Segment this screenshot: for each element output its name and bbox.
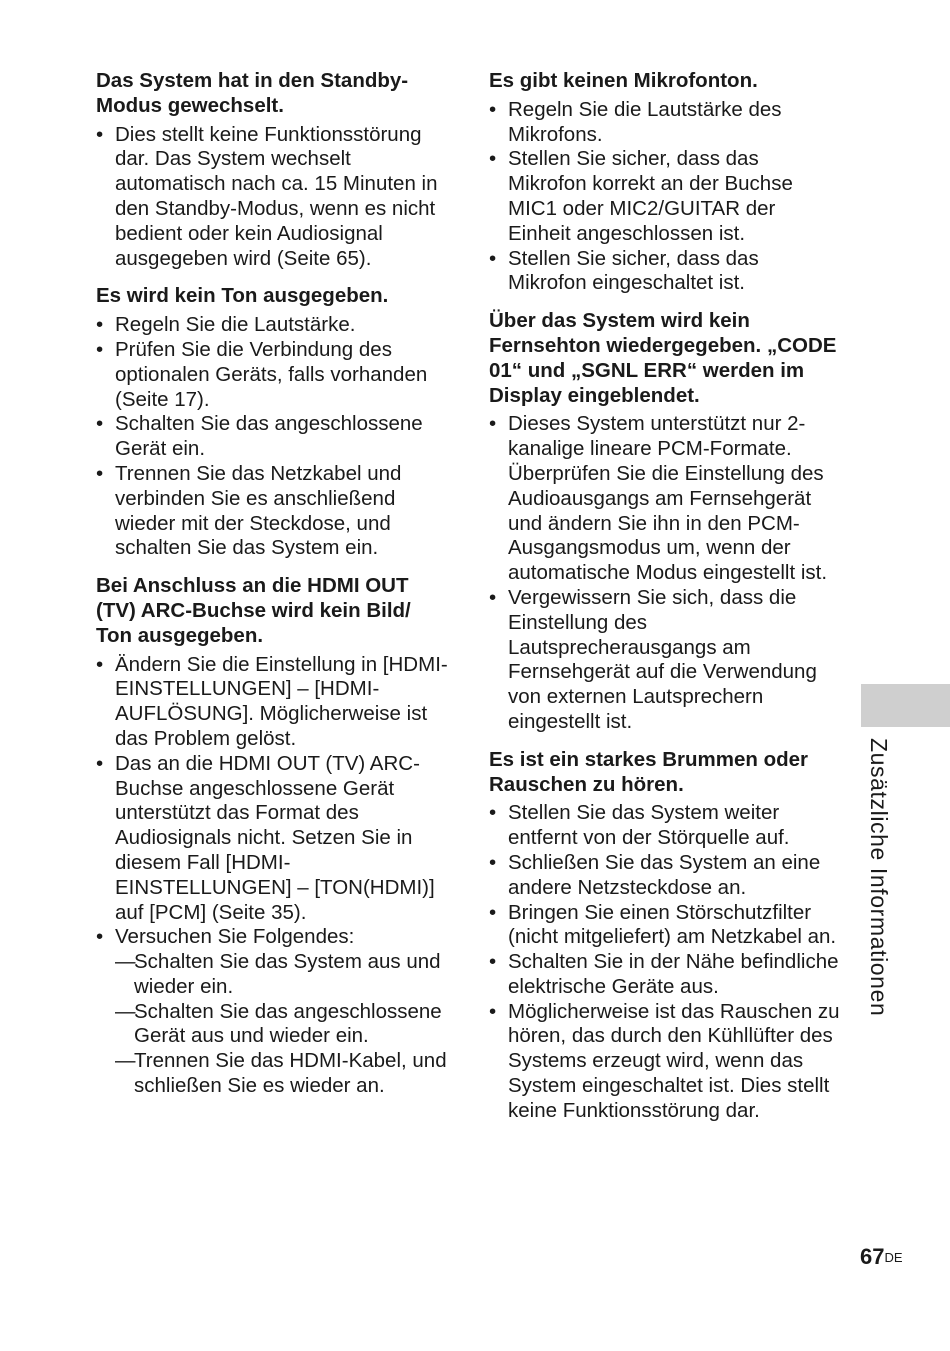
bullet-list xyxy=(96,653,448,1099)
list-item: • Schalten Sie das angeschlossene Gerät ein. xyxy=(96,412,448,462)
section-standby xyxy=(96,69,448,271)
section-no-mic xyxy=(489,69,841,296)
section-heading: Bei Anschluss an die HDMI OUT (TV) ARC-Buchse wird kein Bild/ Ton ausgegeben. xyxy=(96,574,411,647)
section-no-tv-sound xyxy=(489,309,841,735)
list-item: • Trennen Sie das Netzkabel und verbinden Sie es anschließend wieder mit der Steckdose, und schalten Sie das System ein. xyxy=(96,462,448,561)
list-item: • Schalten Sie in der Nähe befindliche elektrische Geräte aus. xyxy=(489,950,841,1000)
section-hum-noise xyxy=(489,748,841,1124)
list-item: • Stellen Sie sicher, dass das Mikrofon korrekt an der Buchse MIC1 oder MIC2/GUITAR der Einheit angeschlossen ist. xyxy=(489,147,841,246)
page-language-suffix: DE xyxy=(884,1250,903,1265)
sub-list-item: — Schalten Sie das System aus und wieder ein. xyxy=(115,950,448,1000)
bullet-list xyxy=(489,98,841,296)
list-item: • Ändern Sie die Einstellung in [HDMI-EINSTELLUNGEN] – [HDMI-AUFLÖSUNG]. Möglicherweise ist das Problem gelöst. xyxy=(96,653,448,752)
sub-list-item: — Schalten Sie das angeschlossene Gerät aus und wieder ein. xyxy=(115,1000,448,1050)
section-no-sound xyxy=(96,284,448,561)
list-item: • Regeln Sie die Lautstärke. xyxy=(96,313,448,338)
list-item: • Regeln Sie die Lautstärke des Mikrofons. xyxy=(489,98,841,148)
list-item: • Bringen Sie einen Störschutzfilter (nicht mitgeliefert) am Netzkabel an. xyxy=(489,901,841,951)
section-hdmi-arc xyxy=(96,574,448,1099)
section-heading: Es wird kein Ton ausgegeben. xyxy=(96,284,389,308)
list-item: • Schließen Sie das System an eine andere Netzsteckdose an. xyxy=(489,851,841,901)
chapter-tab xyxy=(861,684,950,727)
right-column xyxy=(489,69,841,1137)
sub-list-item: — Trennen Sie das HDMI-Kabel, und schließen Sie es wieder an. xyxy=(115,1049,448,1099)
section-heading: Es gibt keinen Mikrofonton. xyxy=(489,69,758,92)
page-number xyxy=(860,1243,903,1271)
section-heading: Über das System wird kein Fernsehton wiedergegeben. „CODE 01“ und „SGNL ERR“ werden im Display eingeblendet. xyxy=(489,309,837,407)
list-item: • Stellen Sie sicher, dass das Mikrofon eingeschaltet ist. xyxy=(489,247,841,297)
list-item: • Prüfen Sie die Verbindung des optionalen Geräts, falls vorhanden (Seite 17). xyxy=(96,338,448,412)
dash-list xyxy=(115,950,448,1099)
list-item: • Möglicherweise ist das Rauschen zu hören, das durch den Kühllüfter des Systems erzeugt wird, wenn das System eingeschaltet ist. Dies stellt keine Funktionsstörung dar. xyxy=(489,1000,841,1124)
list-item-text: Versuchen Sie Folgendes: xyxy=(115,925,355,949)
left-column xyxy=(96,69,448,1112)
bullet-list xyxy=(489,412,841,734)
list-item xyxy=(96,925,448,1099)
bullet-list xyxy=(96,123,448,272)
list-item: • Vergewissern Sie sich, dass die Einstellung des Lautsprecherausgangs am Fernsehgerät auf die Verwendung von externen Lautsprechern eingestellt ist. xyxy=(489,586,841,735)
section-heading: Es ist ein starkes Brummen oder Rauschen zu hören. xyxy=(489,747,809,796)
list-item: • Dies stellt keine Funktionsstörung dar. Das System wechselt automatisch nach ca. 15 Minuten in den Standby-Modus, wenn es nicht bedient oder kein Audiosignal ausgegeben wird (Seite 65). xyxy=(96,123,448,272)
bullet-list xyxy=(96,313,448,561)
page-number-value: 67 xyxy=(860,1244,885,1269)
list-item: • Dieses System unterstützt nur 2-kanalige lineare PCM-Formate. Überprüfen Sie die Einstellung des Audioausgangs am Fernsehgerät und ändern Sie ihn in den PCM-Ausgangsmodus um, wenn der automatische Modus eingestellt ist. xyxy=(489,412,841,586)
bullet-list xyxy=(489,801,841,1123)
list-item: • Das an die HDMI OUT (TV) ARC-Buchse angeschlossene Gerät unterstützt das Format des Audiosignals nicht. Setzen Sie in diesem Fall [HDMI-EINSTELLUNGEN] – [TON(HDMI)] auf [PCM] (Seite 35). xyxy=(96,752,448,926)
section-heading: Das System hat in den Standby-Modus gewechselt. xyxy=(96,69,409,117)
chapter-side-label: Zusätzliche Informationen xyxy=(866,738,892,1017)
list-item: • Stellen Sie das System weiter entfernt von der Störquelle auf. xyxy=(489,801,841,851)
